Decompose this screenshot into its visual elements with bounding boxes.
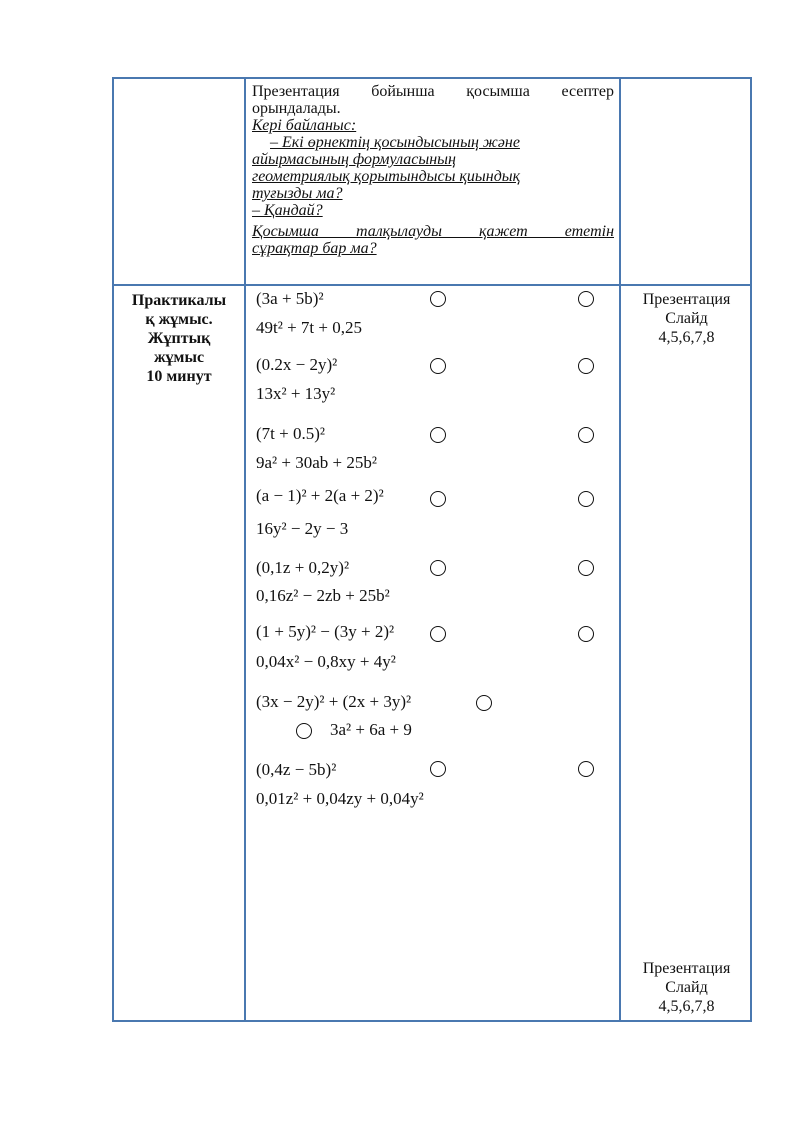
answer-circle-2b[interactable]: [578, 358, 594, 374]
answer-circle-8a[interactable]: [430, 761, 446, 777]
feedback-question-1d: туғызды ма?: [252, 185, 343, 202]
answer-circle-4b[interactable]: [578, 491, 594, 507]
feedback-question-1c: геометриялық қорытындысы қиындық: [252, 168, 521, 185]
exercise-4-right: 16y² − 2y − 3: [256, 519, 349, 538]
feedback-question-2: – Қандай?: [252, 202, 323, 219]
exercise-5-right: 0,16z² − 2zb + 25b²: [256, 586, 390, 605]
feedback-line-2: орындалады.: [252, 100, 341, 117]
feedback-title: Кері байланыс:: [252, 117, 357, 134]
column-divider-2: [619, 79, 621, 1020]
exercise-7-left: (3x − 2y)² + (2x + 3y)²: [256, 692, 412, 711]
answer-circle-6a[interactable]: [430, 626, 446, 642]
exercise-6-right: 0,04x² − 0,8xy + 4y²: [256, 652, 396, 671]
resources-top-line-1: Презентация: [642, 291, 731, 308]
answer-circle-1a[interactable]: [430, 291, 446, 307]
answer-circle-8b[interactable]: [578, 761, 594, 777]
feedback-question-3a: Қосымша талқылауды қажет ететін: [252, 223, 614, 240]
answer-circle-2a[interactable]: [430, 358, 446, 374]
exercise-6-left: (1 + 5y)² − (3y + 2)²: [256, 622, 395, 641]
answer-circle-1b[interactable]: [578, 291, 594, 307]
resources-bottom: [621, 959, 752, 1016]
stage-line-3: Жұптық: [147, 330, 211, 347]
column-divider-1: [244, 79, 246, 1020]
exercise-2-left: (0.2x − 2y)²: [256, 355, 338, 374]
stage-line-1: Практикалы: [131, 292, 227, 309]
resources-bottom-line-3: 4,5,6,7,8: [658, 998, 715, 1015]
exercise-8-left: (0,4z − 5b)²: [256, 760, 337, 779]
answer-circle-7a[interactable]: [476, 695, 492, 711]
exercise-4-left: (a − 1)² + 2(a + 2)²: [256, 486, 384, 505]
answer-circle-3a[interactable]: [430, 427, 446, 443]
exercise-1-right: 49t² + 7t + 0,25: [256, 318, 362, 337]
exercise-8-right: 0,01z² + 0,04zy + 0,04y²: [256, 789, 424, 808]
stage-label: [114, 291, 244, 386]
feedback-question-1a: – Екі өрнектің қосындысының және: [270, 134, 520, 151]
feedback-question-1b: айырмасының формуласының: [252, 151, 456, 168]
exercise-3-left: (7t + 0.5)²: [256, 424, 325, 443]
answer-circle-5a[interactable]: [430, 560, 446, 576]
feedback-line-1: Презентация бойынша қосымша есептер: [252, 83, 614, 100]
answer-circle-6b[interactable]: [578, 626, 594, 642]
stage-line-5: 10 минут: [146, 368, 212, 385]
lesson-table: [112, 77, 752, 1022]
exercise-3-right: 9a² + 30ab + 25b²: [256, 453, 377, 472]
exercise-1-left: (3a + 5b)²: [256, 289, 324, 308]
exercise-5-left: (0,1z + 0,2y)²: [256, 558, 350, 577]
row-divider: [114, 284, 750, 286]
resources-bottom-line-1: Презентация: [642, 960, 731, 977]
exercise-7-right: 3a² + 6a + 9: [330, 720, 412, 739]
stage-line-2: қ жұмыс.: [145, 311, 213, 328]
answer-circle-7b[interactable]: [296, 723, 312, 739]
answer-circle-5b[interactable]: [578, 560, 594, 576]
feedback-cell: [252, 83, 614, 257]
resources-top-line-3: 4,5,6,7,8: [658, 329, 715, 346]
feedback-question-3b: сұрақтар бар ма?: [252, 240, 377, 257]
resources-bottom-line-2: Слайд: [665, 979, 708, 996]
stage-line-4: жұмыс: [153, 349, 205, 366]
resources-top: [621, 290, 752, 347]
answer-circle-3b[interactable]: [578, 427, 594, 443]
exercise-2-right: 13x² + 13y²: [256, 384, 336, 403]
resources-top-line-2: Слайд: [665, 310, 708, 327]
answer-circle-4a[interactable]: [430, 491, 446, 507]
